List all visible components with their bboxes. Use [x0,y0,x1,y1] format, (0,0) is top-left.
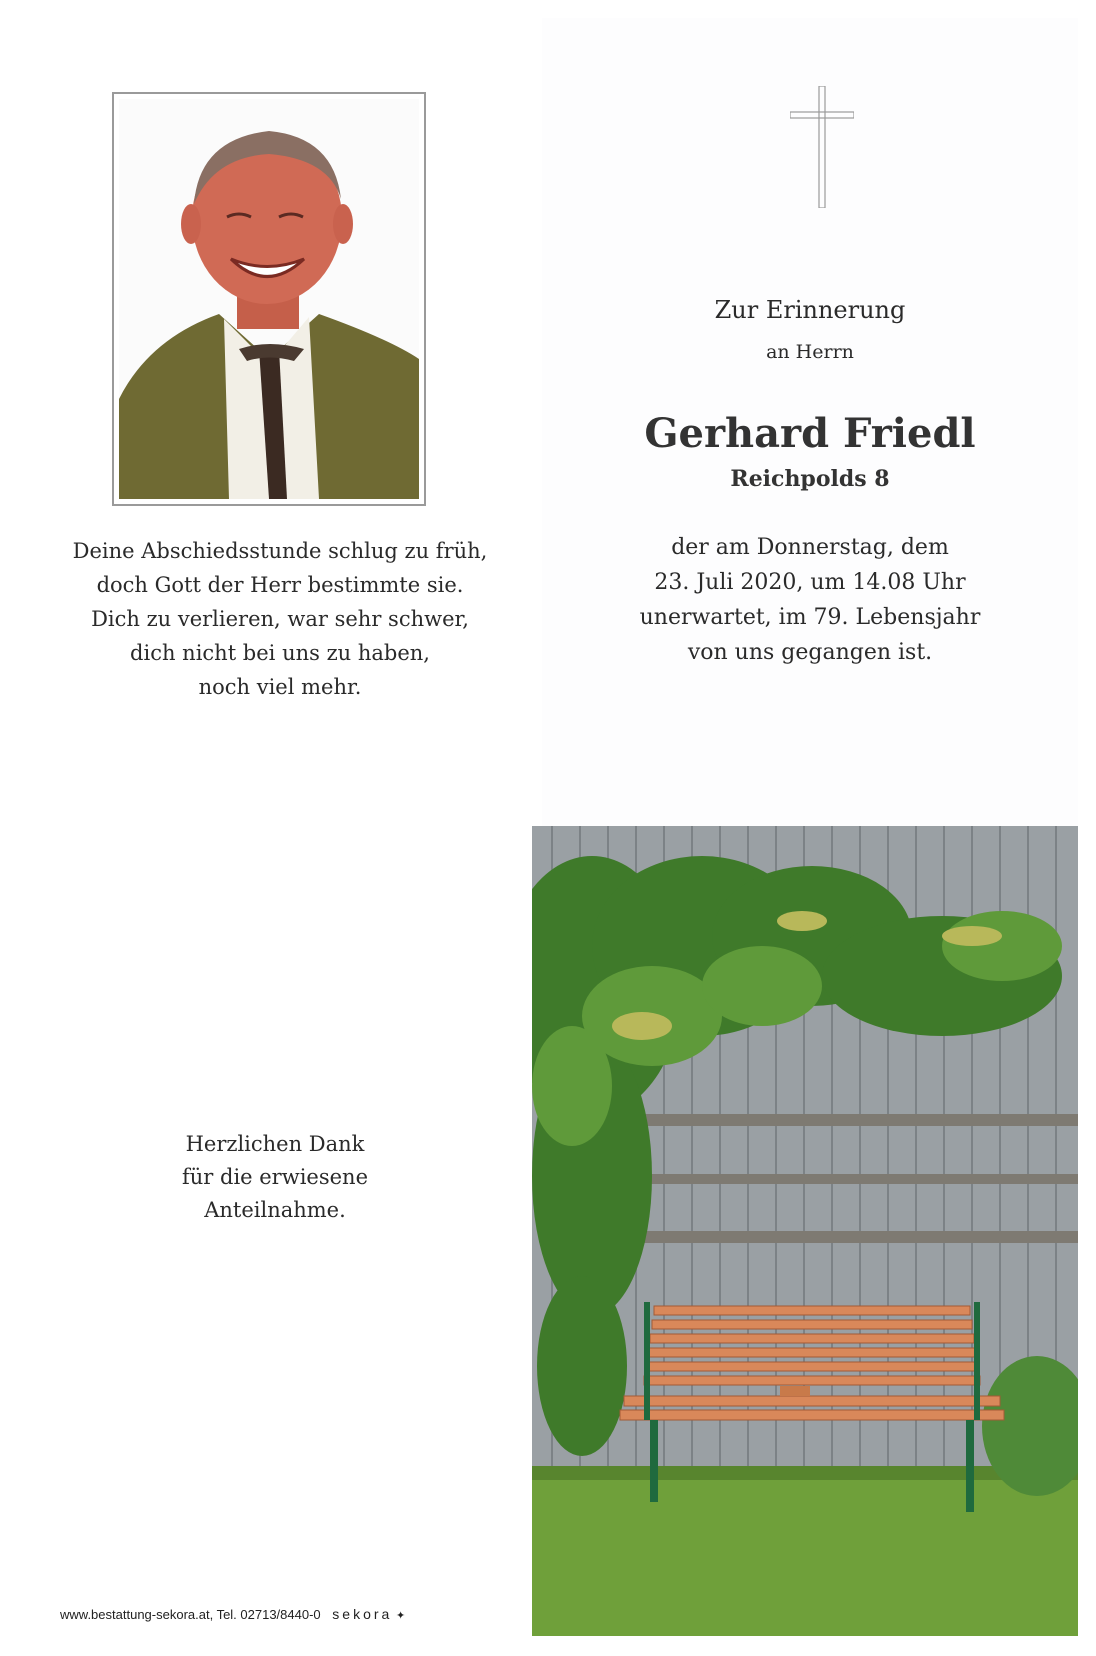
remembrance-heading: Zur Erinnerung [714,296,906,324]
poem-line: noch viel mehr. [198,675,362,699]
deceased-address: Reichpolds 8 [730,466,890,492]
card-front-left [18,18,542,826]
death-line: der am Donnerstag, dem [671,535,949,560]
death-line: von uns gegangen ist. [687,640,933,665]
poem-line: Deine Abschiedsstunde schlug zu früh, [72,539,488,563]
funeral-home-footer [60,1606,500,1622]
death-line: 23. Juli 2020, um 14.08 Uhr [654,570,966,595]
thanks-line: Herzlichen Dank [185,1132,365,1156]
card-front-right [542,18,1078,826]
bird-icon: ✦ [395,1610,406,1622]
brand-logo: sekora [332,1606,393,1622]
portrait-frame [112,92,426,506]
poem-line: Dich zu verlieren, war sehr schwer, [91,607,469,631]
card-back-left [18,826,532,1638]
thanks-line: Anteilnahme. [204,1198,346,1222]
poem-line: doch Gott der Herr bestimmte sie. [96,573,464,597]
card-back-right [532,826,1078,1636]
death-line: unerwartet, im 79. Lebensjahr [639,605,981,630]
remembrance-subheading: an Herrn [766,341,854,363]
footer-contact: www.bestattung-sekora.at, Tel. 02713/8440-0 [60,1607,321,1622]
cross-icon [790,86,854,208]
death-notice [542,530,1078,670]
portrait-photo [119,99,419,499]
thanks-line: für die erwiesene [181,1165,369,1189]
garden-bench-photo [532,826,1078,1636]
deceased-name: Gerhard Friedl [644,410,976,457]
farewell-poem [18,534,542,704]
thanks-message [18,1128,532,1227]
poem-line: dich nicht bei uns zu haben, [130,641,430,665]
